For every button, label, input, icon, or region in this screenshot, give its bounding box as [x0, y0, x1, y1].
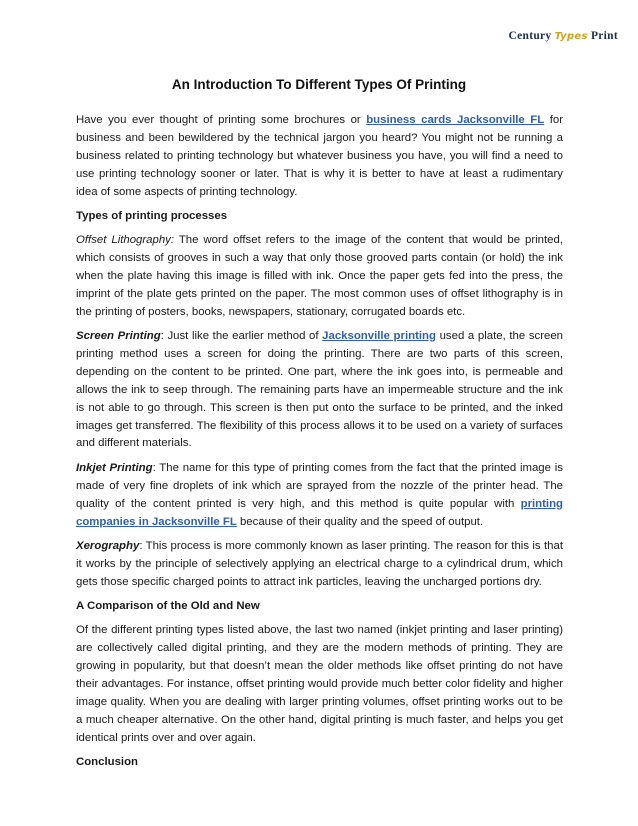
inkjet-paragraph: [76, 460, 563, 532]
intro-text-before: Have you ever thought of printing some brochures or: [76, 114, 367, 126]
screen-text-after: used a plate, the screen printing method uses a screen for doing the printing. There are two parts of this screen, depending on the content to be printed. One part, where the ink goes into, is permeable and allows the ink to seep through. The remaining parts have an impermeable structure and the ink is not able to go through. This screen is then put onto the surface to be printed, and the inked images get transferred. The flexibility of this process allows it to be used on a variety of surfaces and different materials.: [76, 329, 564, 450]
heading-conclusion: Conclusion: [76, 755, 139, 768]
heading-types-of-printing: Types of printing processes: [76, 210, 228, 223]
company-logo: [508, 30, 618, 42]
logo-word-print: Print: [590, 30, 618, 42]
inkjet-text-after: because of their quality and the speed of output.: [236, 515, 484, 528]
screen-label: Screen Printing: [76, 329, 161, 342]
document-title: An Introduction To Different Types Of Printing: [171, 77, 467, 92]
screen-text-before: : Just like the earlier method of: [160, 329, 323, 342]
inkjet-text-before: : The name for this type of printing comes from the fact that the printed image is made of very fine droplets of ink which are sprayed from the nozzle of the printer head. The quality of the content printed is very high, and this method is quite popular with: [76, 461, 563, 510]
offset-text: The word offset refers to the image of the content that would be printed, which consists of grooves in such a way that only those grooved parts contain (or hold) the ink when the plate having this image is filled with ink. Once the paper gets fed into the press, the imprint of the plate gets printed on the paper. The most common uses of offset lithography is in the printing of posters, books, newspapers, stationary, corrugated boards etc.: [76, 233, 564, 318]
link-printing-companies-jacksonville[interactable]: printing companies in Jacksonville FL: [76, 497, 563, 528]
document-body: [76, 112, 563, 778]
xerography-paragraph: [76, 538, 563, 592]
offset-label: Offset Lithography:: [76, 233, 175, 246]
inkjet-label: Inkjet Printing: [76, 461, 153, 474]
link-business-cards-jacksonville[interactable]: business cards Jacksonville FL: [366, 114, 545, 126]
intro-paragraph: [76, 112, 563, 202]
offset-paragraph: [76, 232, 563, 322]
logo-word-century: Century: [508, 30, 552, 42]
xerography-label: Xerography: [76, 539, 140, 552]
comparison-paragraph: Of the different printing types listed above, the last two named (inkjet printing and laser printing) are collectively called digital printing, and they are the modern methods of printing. They are growing in popularity, but that doesn’t mean the older methods like offset printing do not have their advantages. For instance, offset printing would provide much better color fidelity and higher image quality. When you are dealing with larger printing volumes, offset printing works out to be a much cheaper alternative. On the other hand, digital printing is much faster, and helps you get identical prints over and over again.: [76, 624, 563, 744]
link-jacksonville-printing[interactable]: Jacksonville printing: [322, 329, 436, 342]
logo-word-types: Types: [554, 31, 588, 42]
heading-comparison: A Comparison of the Old and New: [76, 600, 260, 613]
xerography-text: : This process is more commonly known as laser printing. The reason for this is that it works by the principle of selectively applying an electrical charge to a cylindrical drum, which gets those specific charged points to attract ink particles, leaving the uncharged portions dry.: [76, 539, 563, 588]
screen-paragraph: [76, 328, 563, 453]
intro-text-after: for business and been bewildered by the technical jargon you heard? You might not be running a business related to printing technology but whatever business you have, you will find a need to use printing technology sooner or later. That is why it is better to have at least a rudimentary idea of some aspects of printing technology.: [76, 114, 564, 198]
